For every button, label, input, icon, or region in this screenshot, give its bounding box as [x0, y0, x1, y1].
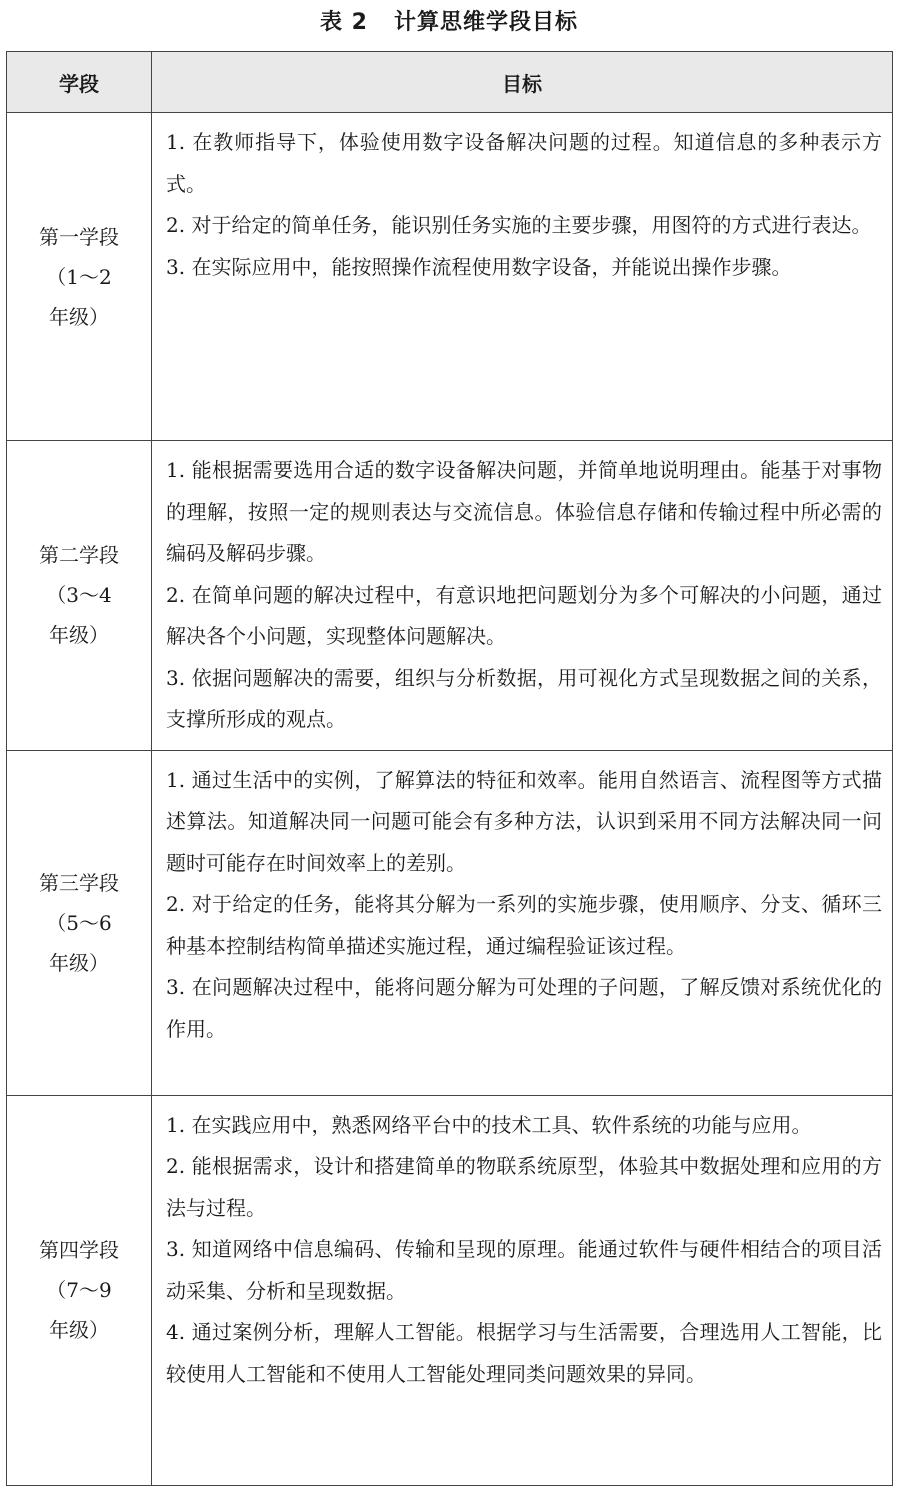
- goal-item: 3. 依据问题解决的需要，组织与分析数据，用可视化方式呈现数据之间的关系，支撑所形成的观点。: [166, 665, 882, 731]
- grade-range: （3～4: [46, 583, 112, 608]
- table-row: [7, 441, 893, 751]
- stage-cell: [7, 113, 152, 441]
- goal-item: 1. 在实践应用中，熟悉网络平台中的技术工具、软件系统的功能与应用。: [166, 1112, 812, 1137]
- goal-item: 1. 能根据需要选用合适的数字设备解决问题，并简单地说明理由。能基于对事物的理解，按照一定的规则表达与交流信息。体验信息存储和传输过程中所必需的编码及解码步骤。: [166, 458, 882, 565]
- stage-cell: [7, 750, 152, 1095]
- table-row: [7, 113, 893, 441]
- header-goals: 目标: [152, 52, 893, 113]
- stage-cell: [7, 1095, 152, 1485]
- goals-cell: [152, 1095, 893, 1485]
- goal-item: 2. 对于给定的任务，能将其分解为一系列的实施步骤，使用顺序、分支、循环三种基本控制结构简单描述实施过程，通过编程验证该过程。: [166, 892, 882, 958]
- stage-name: 第二学段: [39, 543, 119, 568]
- stage-name: 第四学段: [39, 1238, 119, 1262]
- header-stage: 学段: [7, 52, 152, 113]
- goals-cell: [152, 750, 893, 1095]
- goals-cell: [152, 113, 893, 441]
- grade-range: （7～9: [46, 1278, 112, 1302]
- grade-suffix: 年级）: [49, 623, 109, 648]
- goal-item: 2. 对于给定的简单任务，能识别任务实施的主要步骤，用图符的方式进行表达。: [166, 213, 872, 237]
- grade-suffix: 年级）: [49, 950, 109, 975]
- goals-cell: [152, 441, 893, 751]
- table-row: [7, 750, 893, 1095]
- stage-name: 第三学段: [39, 870, 119, 895]
- grade-suffix: 年级）: [49, 1318, 109, 1342]
- stage-cell: [7, 441, 152, 751]
- table-title: 表 2 计算思维学段目标: [320, 10, 578, 35]
- goal-item: 3. 在问题解决过程中，能将问题分解为可处理的子问题，了解反馈对系统优化的作用。: [166, 975, 882, 1041]
- goal-item: 2. 在简单问题的解决过程中，有意识地把问题划分为多个可解决的小问题，通过解决各个小问题，实现整体问题解决。: [166, 582, 882, 648]
- grade-range: （1～2: [46, 264, 112, 289]
- table-header-row: [7, 52, 893, 113]
- goal-item: 3. 在实际应用中，能按照操作流程使用数字设备，并能说出操作步骤。: [166, 254, 792, 279]
- goal-item: 1. 通过生活中的实例，了解算法的特征和效率。能用自然语言、流程图等方式描述算法。知道解决同一问题可能会有多种方法，认识到采用不同方法解决同一问题时可能存在时间效率上的差别。: [166, 767, 882, 875]
- goal-item: 4. 通过案例分析，理解人工智能。根据学习与生活需要，合理选用人工智能，比较使用人工智能和不使用人工智能处理同类问题效果的异同。: [166, 1320, 882, 1386]
- stage-name: 第一学段: [39, 224, 119, 249]
- goal-item: 2. 能根据需求，设计和搭建简单的物联系统原型，体验其中数据处理和应用的方法与过程。: [166, 1154, 882, 1220]
- grade-range: （5～6: [46, 910, 112, 935]
- table-row: [7, 1095, 893, 1485]
- goal-item: 3. 知道网络中信息编码、传输和呈现的原理。能通过软件与硬件相结合的项目活动采集、分析和呈现数据。: [166, 1237, 882, 1303]
- goal-item: 1. 在教师指导下，体验使用数字设备解决问题的过程。知道信息的多种表示方式。: [166, 130, 882, 196]
- grade-suffix: 年级）: [49, 304, 109, 329]
- goals-table: [6, 51, 893, 1486]
